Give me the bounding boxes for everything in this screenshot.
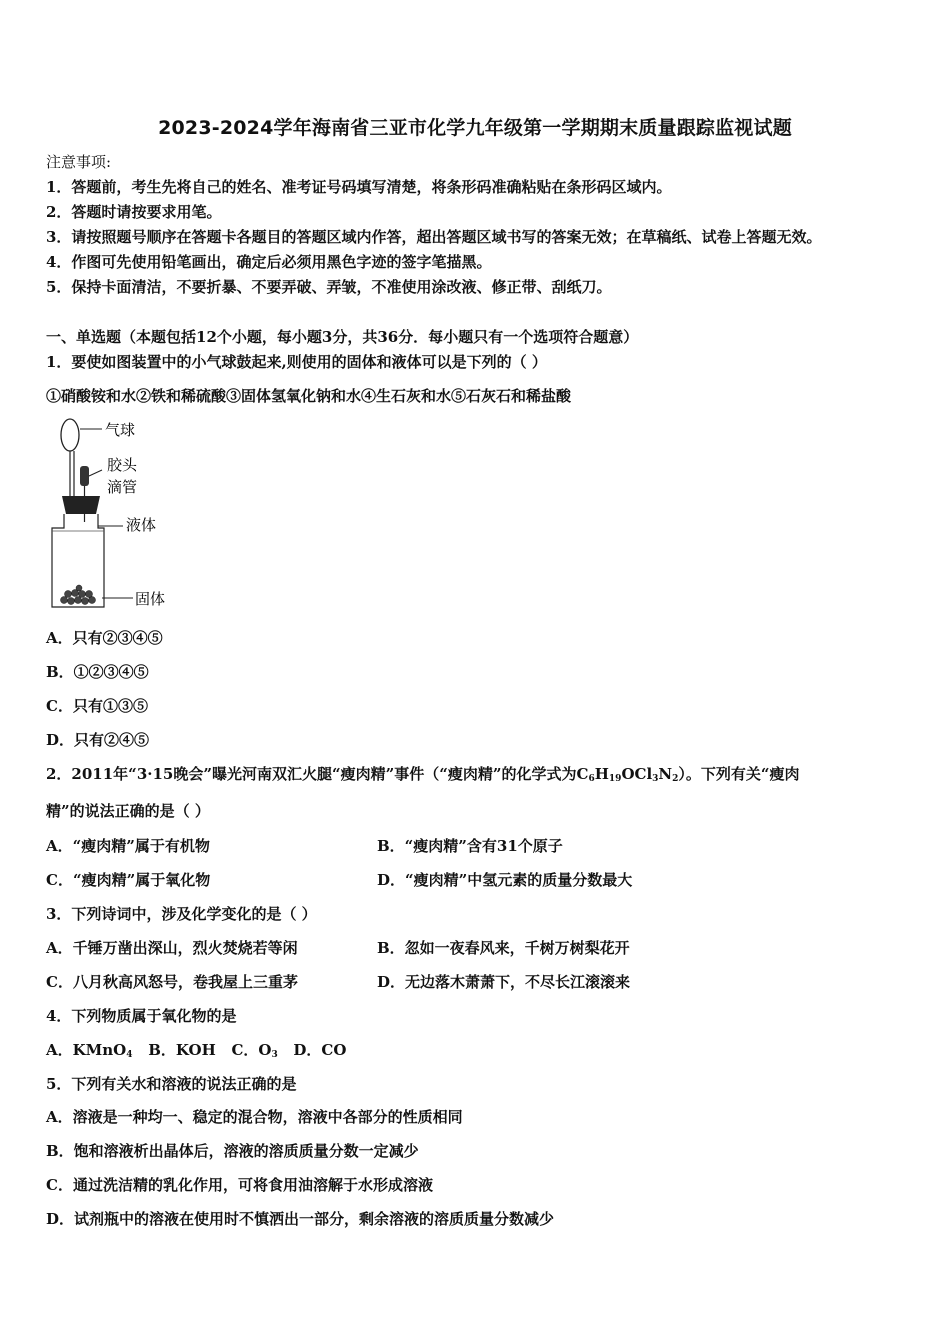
label-liquid: 液体	[126, 516, 157, 534]
q5-option-d: D．试剂瓶中的溶液在使用时不慎洒出一部分，剩余溶液的溶质质量分数减少	[46, 1210, 555, 1228]
q4-option-a: A．KMnO$_4$	[46, 1041, 133, 1060]
q2-option-d: D．“瘦肉精”中氢元素的质量分数最大	[377, 871, 633, 889]
q3-option-c: C．八月秋高风怒号，卷我屋上三重茅	[46, 973, 298, 991]
label-dropper-2: 滴管	[107, 478, 138, 496]
question-4-stem: 4．下列物质属于氧化物的是	[46, 1007, 237, 1025]
question-1-choices: ①硝酸铵和水②铁和稀硫酸③固体氢氧化钠和水④生石灰和水⑤石灰石和稀盐酸	[46, 387, 572, 405]
q5-option-a: A．溶液是一种均一、稳定的混合物，溶液中各部分的性质相同	[46, 1108, 463, 1126]
q4-option-d: D．CO	[293, 1041, 347, 1059]
chemical-formula: $C_6H_{19}OCl_3N_2$	[576, 765, 679, 784]
notice-item: 3．请按照题号顺序在答题卡各题目的答题区域内作答，超出答题区域书写的答案无效；在草稿纸、试卷上答题无效。	[46, 228, 822, 246]
label-solid: 固体	[135, 590, 166, 608]
q1-option-b: B．①②③④⑤	[46, 663, 149, 681]
apparatus-figure	[40, 410, 190, 615]
section-heading: 一、单选题（本题包括12个小题，每小题3分，共36分．每小题只有一个选项符合题意）	[46, 328, 639, 346]
q1-option-d: D．只有②④⑤	[46, 731, 150, 749]
q1-option-c: C．只有①③⑤	[46, 697, 148, 715]
q1-option-a: A．只有②③④⑤	[46, 629, 163, 647]
q5-option-b: B．饱和溶液析出晶体后，溶液的溶质质量分数一定减少	[46, 1142, 419, 1160]
q2-stem-suffix: ）。下列有关“瘦肉	[678, 765, 800, 783]
question-2-stem	[46, 763, 800, 784]
question-2-stem-line2: 精”的说法正确的是（ ）	[46, 802, 210, 820]
notice-heading: 注意事项:	[46, 153, 112, 171]
page-title: 2023-2024学年海南省三亚市化学九年级第一学期期末质量跟踪监视试题	[158, 117, 792, 139]
q3-option-b: B．忽如一夜春风来，千树万树梨花开	[377, 939, 630, 957]
solid-pebbles-icon	[61, 585, 96, 605]
notice-item: 1．答题前，考生先将自己的姓名、准考证号码填写清楚，将条形码准确粘贴在条形码区域内。	[46, 178, 672, 196]
q2-option-b: B．“瘦肉精”含有31个原子	[377, 837, 563, 855]
q4-options	[46, 1039, 346, 1060]
q3-option-d: D．无边落木萧萧下，不尽长江滚滚来	[377, 973, 631, 991]
question-3-stem: 3．下列诗词中，涉及化学变化的是（ ）	[46, 905, 317, 923]
notice-item: 4．作图可先使用铅笔画出，确定后必须用黑色字迹的签字笔描黑。	[46, 253, 492, 271]
q4-option-b: B．KOH	[148, 1041, 216, 1059]
q3-option-a: A．千锤万凿出深山，烈火焚烧若等闲	[46, 939, 298, 957]
notice-item: 5．保持卡面清洁，不要折暴、不要弄破、弄皱，不准使用涂改液、修正带、刮纸刀。	[46, 278, 612, 296]
question-5-stem: 5．下列有关水和溶液的说法正确的是	[46, 1075, 297, 1093]
balloon-icon	[61, 419, 79, 451]
q2-option-c: C．“瘦肉精”属于氧化物	[46, 871, 211, 889]
q4-option-c: C．$O_3$	[231, 1041, 278, 1060]
label-balloon: 气球	[105, 421, 136, 439]
notice-item: 2．答题时请按要求用笔。	[46, 203, 222, 221]
dropper-icon	[80, 466, 89, 486]
label-dropper-1: 胶头	[107, 456, 138, 474]
q2-option-a: A．“瘦肉精”属于有机物	[46, 837, 210, 855]
q2-stem-prefix: 2．2011年“3·15晚会”曝光河南双汇火腿“瘦肉精”事件（“瘦肉精”的化学式为	[46, 765, 577, 783]
question-1-stem: 1．要使如图装置中的小气球鼓起来,则使用的固体和液体可以是下列的（ ）	[46, 353, 547, 371]
q5-option-c: C．通过洗洁精的乳化作用，可将食用油溶解于水形成溶液	[46, 1176, 433, 1194]
